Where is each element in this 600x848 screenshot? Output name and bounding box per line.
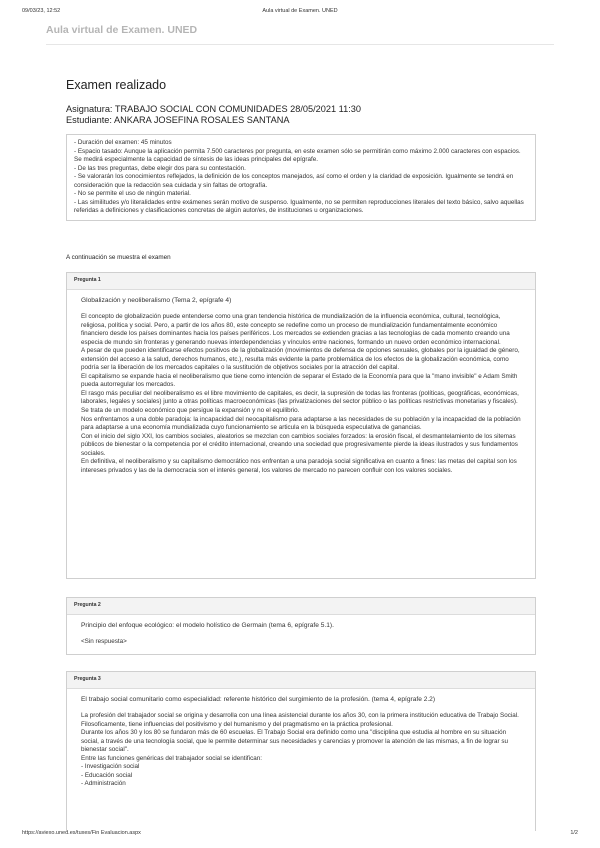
question-label: Pregunta 2 — [67, 598, 535, 615]
answer-paragraph: Durante los años 30 y los 80 se fundaron más de 60 escuelas. El Trabajo Social era definido como una "disciplina que estudia al hombre en su situación social, a través de una tecnología social, que le permite determinar sus necesidades y carencias y promover la atención de las mismas, a fin de lograr su bienestar social". — [81, 729, 509, 754]
question-answer — [81, 712, 521, 789]
exam-subject-info — [66, 104, 361, 126]
question-label: Pregunta 3 — [67, 672, 535, 689]
subject-line: Asignatura: TRABAJO SOCIAL CON COMUNIDADES 28/05/2021 11:30 — [66, 104, 361, 114]
print-footer — [22, 830, 578, 840]
rule-item: - Las similitudes y/o literalidades entre exámenes serán motivo de suspenso. Igualmente, no se permiten reproducciones literales del texto básico, salvo aquellas referidas a definiciones y clasificaciones concretas de algún autor/es, de instituciones u organizaciones. — [74, 198, 524, 214]
question-label: Pregunta 1 — [67, 273, 535, 290]
student-line: Estudiante: ANKARA JOSEFINA ROSALES SANTANA — [66, 115, 290, 125]
page-title: Examen realizado — [66, 78, 167, 92]
rule-item: - Duración del examen: 45 minutos — [74, 139, 172, 146]
answer-paragraph: <Sin respuesta> — [81, 638, 127, 645]
answer-paragraph: El rasgo más peculiar del neoliberalismo es el libre movimiento de capitales, es decir, la supresión de todas las fronteras (políticas, geográficas, económicas, laborales, legales y sociales) junto a otras políticas macroeconómicas (las privatizaciones del sector público o las políticas restrictivas monetarias y fiscales). Se trata de un modelo económico que persigue la expansión y no el equilibrio. — [81, 389, 519, 415]
answer-paragraph: En definitiva, el neoliberalismo y su capitalismo democrático nos enfrentan a una paradoja social significativa en cuanto a fines: las metas del capital son los intereses privados y las de la democracia son el interés general, los valores de mercado no parecen confluir con los valores sociales. — [81, 458, 517, 474]
answer-paragraph: - Investigación social — [81, 763, 140, 771]
print-url: https://aviexo.uned.es/tuxes/Fin Evaluacion.aspx — [22, 830, 141, 836]
question-answer — [81, 313, 521, 475]
exam-rules-box — [66, 134, 536, 221]
question-answer — [81, 638, 521, 647]
answer-paragraph: Con el inicio del siglo XXI, los cambios sociales, aleatorios se mezclan con cambios sociales forzados: la erosión fiscal, el desmantelamiento de los sitemas públicos de bienestar o la competencia por el crédito internacional, creando una sociedad que progresivamente pierde la ideas ilustrados y sus fundamentos sociales. — [81, 432, 518, 457]
question-title: El trabajo social comunitario como especialidad: referente histórico del surgimiento de la profesión. (tema 4, epígrafe 2.2) — [81, 696, 436, 703]
question-card-2 — [66, 597, 536, 655]
print-title: Aula virtual de Examen. UNED — [262, 8, 338, 14]
rule-item: - No se permite el uso de ningún material. — [74, 190, 191, 197]
answer-paragraph: Entre las funciones genéricas del trabajador social se identifican: — [81, 754, 262, 762]
answer-paragraph: El capitalismo se expande hacia el neoliberalismo que tiene como intención de separar el Estado de la Economía para que la "mano invisible" e Adam Smith pueda autorregular los mercados. — [81, 372, 518, 389]
print-header — [22, 8, 578, 18]
print-date: 09/03/23, 12:52 — [22, 8, 61, 14]
answer-paragraph: La profesión del trabajador social se origina y desarrolla con una línea asistencial durante los años 30, con la primera institución educativa de Trabajo Social. Filosoficamente, tiene influencias del positivismo y del humanismo y del pragmatismo en la práctica profesional. — [81, 712, 519, 728]
question-card-3 — [66, 671, 536, 831]
question-title: Principio del enfoque ecológico: el modelo holístico de Germain (tema 6, epígrafe 5.1). — [81, 622, 334, 629]
page-number: 1/2 — [570, 830, 578, 836]
rule-item: - Espacio tasado: Aunque la aplicación permita 7.500 caracteres por pregunta, en este examen sólo se permitirán como máximo 2.000 caracteres con espacios. Se medirá especialmente la capacidad de síntesis de las ideas principales del epígrafe. — [74, 147, 521, 163]
answer-paragraph: El concepto de globalización puede entenderse como una gran tendencia histórica de mundialización de la influencia económica, cultural, tecnológica, religiosa, política y social. Pero, a partir de los años 80, este concepto se redefine como un proceso de mundialización fundamentalmente económico financiero desde los países dominantes hacia los países periféricos. Los mercados se extienden gracias a las tecnologías de cada momento creando una especia de mundo sin fronteras y generando nuevas interdependencias y vínculos entre naciones, formando un nuevo orden económico internacional. — [81, 313, 510, 346]
answer-paragraph: - Educación social — [81, 771, 133, 779]
intro-text: A continuación se muestra el examen — [66, 254, 171, 261]
rule-item: - De las tres preguntas, debe elegir dos para su contestación. — [74, 164, 246, 172]
answer-paragraph: Nos enfrentamos a una doble paradoja: la incapacidad del neocapitalismo para adaptarse a las necesidades de su población y la incapacidad de la población para adaptarse a una economía mundializada cuyo funcionamiento se articula en la búsqueda especulativa de ganancias. — [81, 415, 521, 432]
rule-item: - Se valorarán los conocimientos reflejados, la definición de los conceptos manejados, así como el orden y la claridad de exposición. Igualmente se tendrá en consideración que la redacción sea cuidada y sin faltas de ortografía. — [74, 173, 514, 189]
question-title: Globalización y neoliberalismo (Tema 2, epígrafe 4) — [81, 297, 232, 304]
header-divider — [46, 44, 554, 45]
site-title: Aula virtual de Examen. UNED — [46, 24, 198, 36]
answer-paragraph: A pesar de que pueden identificarse efectos positivos de la globalización (movimientos de defensa de opciones sexuales, globales por la igualdad de género, extensión del acceso a la salud, derechos humanos, etc.), resulta más evidente la parte problemática de los efectos de la globalización económica, como podría ser la liberación de los mercados capitales o la sustitución de objetivos sociales por la atracción del capital. — [81, 347, 520, 372]
question-card-1 — [66, 272, 536, 579]
answer-paragraph: - Administración — [81, 780, 126, 788]
